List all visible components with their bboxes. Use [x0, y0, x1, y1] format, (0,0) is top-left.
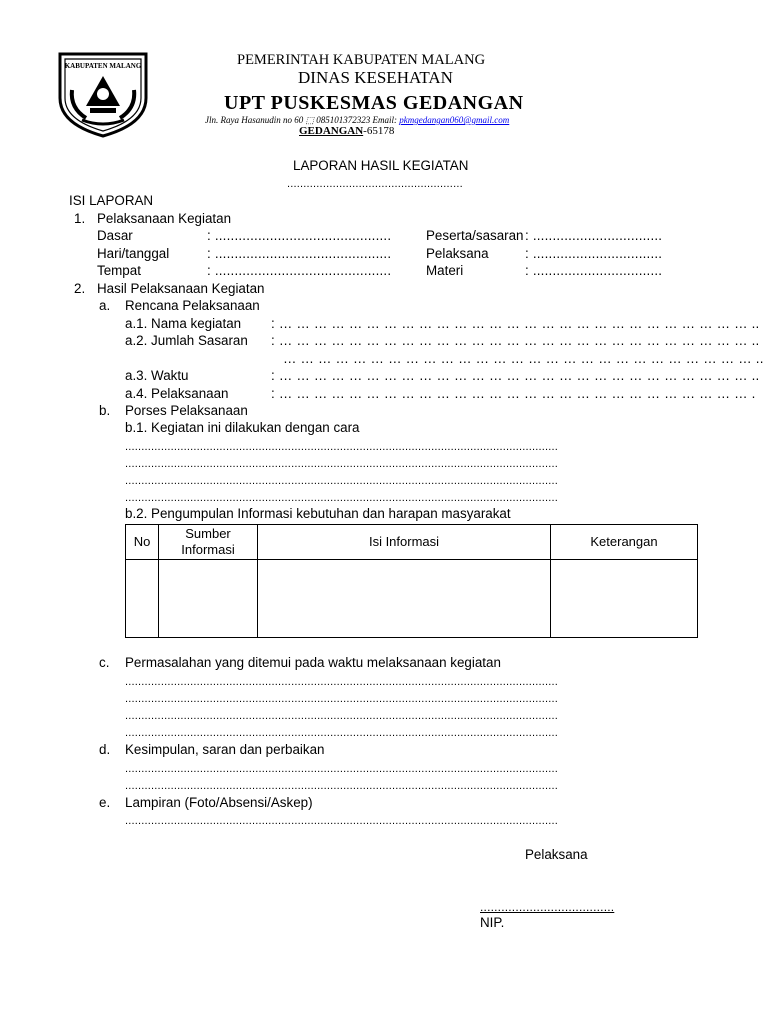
a2-dots: : … … … … … … … … … … … … … … … … … … … … … … … … … … … ..: [271, 333, 760, 348]
logo: [56, 50, 150, 138]
item-d-label: d.: [99, 742, 111, 757]
hari-dots: : .............................................: [207, 246, 392, 261]
city-name: GEDANGAN: [299, 125, 364, 137]
item-c-title: Permasalahan yang ditemui pada waktu melaksanaan kegiatan: [125, 655, 501, 670]
table-row: [126, 560, 698, 638]
table-header-row: [126, 525, 698, 560]
a1-dots: : … … … … … … … … … … … … … … … … … … … … … … … … … … … ..: [271, 316, 760, 331]
hari-label: Hari/tanggal: [97, 246, 170, 261]
page-title: LAPORAN HASIL KEGIATAN: [293, 158, 469, 173]
dasar-dots: : .............................................: [207, 228, 392, 243]
signature-nip: NIP.: [480, 915, 505, 930]
dasar-label: Dasar: [97, 228, 133, 243]
cell-isi[interactable]: [258, 560, 551, 638]
isi-laporan-heading: ISI LAPORAN: [69, 193, 154, 208]
col-no: No: [126, 525, 159, 560]
d-dots-1: .....................................................................................................................................: [125, 763, 559, 775]
b1-dots-3: .....................................................................................................................................: [125, 475, 559, 487]
cell-sumber[interactable]: [159, 560, 258, 638]
section1-number: 1.: [74, 211, 86, 226]
a2-label: a.2. Jumlah Sasaran: [125, 333, 248, 348]
e-dots-1: .....................................................................................................................................: [125, 815, 559, 827]
coat-of-arms-icon: [56, 50, 150, 138]
email-link[interactable]: pkmgedangan060@gmail.com: [399, 115, 510, 125]
header-line-1: PEMERINTAH KABUPATEN MALANG: [237, 52, 486, 68]
cell-keterangan[interactable]: [551, 560, 698, 638]
c-dots-4: .....................................................................................................................................: [125, 727, 559, 739]
a2-dots-cont: … … … … … … … … … … … … … … … … … … … … … … … … … … … ..: [283, 351, 764, 366]
item-d-title: Kesimpulan, saran dan perbaikan: [125, 742, 325, 757]
address-text: Jln. Raya Hasanudin no 60 ⬚ 085101372323: [205, 115, 371, 125]
item-b-label: b.: [99, 403, 111, 418]
a3-dots: : … … … … … … … … … … … … … … … … … … … … … … … … … … … ..: [271, 368, 760, 383]
c-dots-3: .....................................................................................................................................: [125, 710, 559, 722]
col-sumber: Sumber Informasi: [159, 525, 258, 560]
pelaksana-dots: : .................................: [525, 246, 663, 261]
section2-number: 2.: [74, 281, 86, 296]
pelaksana-label: Pelaksana: [426, 246, 489, 261]
header-line-3: UPT PUSKESMAS GEDANGAN: [224, 92, 524, 114]
item-b-title: Porses Pelaksanaan: [125, 403, 248, 418]
item-a-label: a.: [99, 298, 111, 313]
a4-label: a.4. Pelaksanaan: [125, 386, 229, 401]
b1-dots-1: .....................................................................................................................................: [125, 441, 559, 453]
a4-dots: : … … … … … … … … … … … … … … … … … … … … … … … … … … … .: [271, 386, 756, 401]
c-dots-1: .....................................................................................................................................: [125, 676, 559, 688]
d-dots-2: .....................................................................................................................................: [125, 780, 559, 792]
item-e-title: Lampiran (Foto/Absensi/Askep): [125, 795, 313, 810]
signature-role: Pelaksana: [525, 847, 588, 862]
a3-label: a.3. Waktu: [125, 368, 189, 383]
peserta-label: Peserta/sasaran: [426, 228, 524, 243]
cell-no[interactable]: [126, 560, 159, 638]
postcode: -65178: [363, 125, 395, 137]
item-e-label: e.: [99, 795, 111, 810]
col-keterangan: Keterangan: [551, 525, 698, 560]
information-table: [125, 524, 698, 638]
email-label: Email:: [372, 115, 397, 125]
item-a-title: Rencana Pelaksanaan: [125, 298, 260, 313]
signature-line: ......................................: [480, 900, 615, 914]
section2-title: Hasil Pelaksanaan Kegiatan: [97, 281, 265, 296]
logo-label: KABUPATEN MALANG: [64, 62, 142, 70]
header-line-2: DINAS KESEHATAN: [298, 68, 453, 87]
item-c-label: c.: [99, 655, 110, 670]
title-dots: ......................................................: [287, 178, 463, 190]
header-city: [299, 123, 394, 139]
b1-label: b.1. Kegiatan ini dilakukan dengan cara: [125, 420, 360, 435]
section1-title: Pelaksanaan Kegiatan: [97, 211, 232, 226]
c-dots-2: .....................................................................................................................................: [125, 693, 559, 705]
b2-label: b.2. Pengumpulan Informasi kebutuhan dan harapan masyarakat: [125, 506, 511, 521]
tempat-dots: : .............................................: [207, 263, 392, 278]
col-isi: Isi Informasi: [258, 525, 551, 560]
a1-label: a.1. Nama kegiatan: [125, 316, 242, 331]
materi-dots: : .................................: [525, 263, 663, 278]
b1-dots-4: .....................................................................................................................................: [125, 492, 559, 504]
materi-label: Materi: [426, 263, 464, 278]
peserta-dots: : .................................: [525, 228, 663, 243]
b1-dots-2: .....................................................................................................................................: [125, 458, 559, 470]
tempat-label: Tempat: [97, 263, 141, 278]
